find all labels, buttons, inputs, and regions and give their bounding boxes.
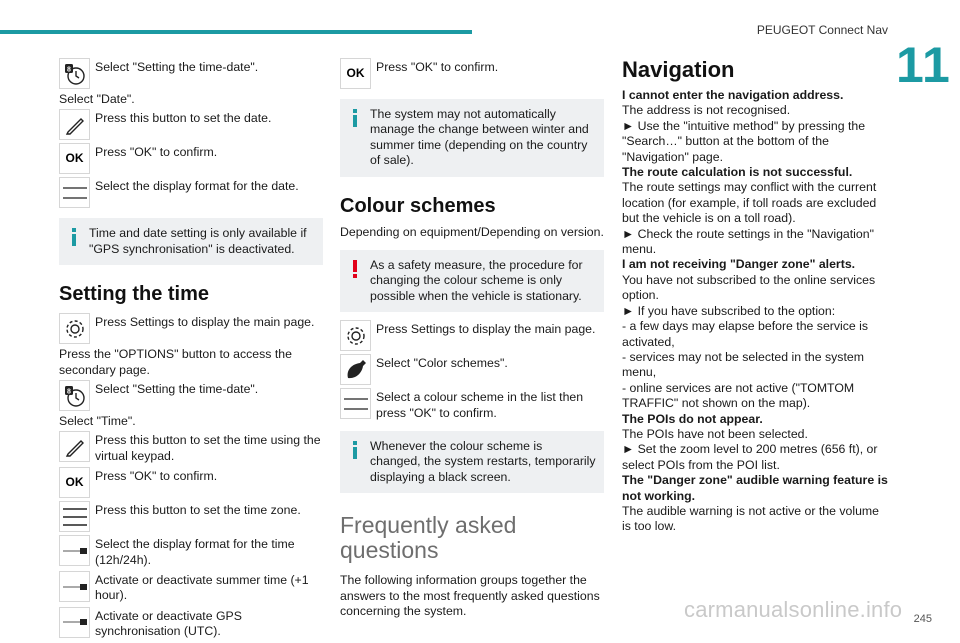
toggle-icon [59,571,90,602]
step-text: Press this button to set the date. [95,111,272,126]
step-text: Select a colour scheme in the list then press "OK" to confirm. [376,390,584,420]
note-text: Time and date setting is only available if "GPS synchronisation" is deactivated. [89,226,307,256]
svg-text:8: 8 [66,66,71,73]
section-heading: Setting the time [59,283,210,306]
instruction-text: Press the "OPTIONS" button to access the secondary page. [59,347,292,377]
pencil-icon [59,431,90,462]
step-text: Press this button to set the time using the virtual keypad. [95,433,321,463]
step-row [59,143,323,174]
step-text: Press "OK" to confirm. [95,145,218,160]
step-text: Press "OK" to confirm. [376,60,499,74]
info-note [340,431,604,493]
step-text: Activate or deactivate summer time (+1 hour). [95,573,309,603]
faq-answer: - a few days may elapse before the service is activated, [622,319,869,349]
list-icon [59,501,90,532]
faq-question: I am not receiving "Danger zone" alerts. [622,257,856,272]
gear-icon [59,313,90,344]
page-header: PEUGEOT Connect Nav [756,23,888,37]
info-icon [71,228,77,246]
section-heading: Navigation [622,57,735,82]
faq-answer: ► Use the "intuitive method" by pressing the "Search…" button at the bottom of the "Navigation" page. [622,118,866,164]
step-text: Select the display format for the time (12h/24h). [95,537,295,567]
instruction-text: Depending on equipment/Depending on version. [340,224,604,239]
faq-answer: The POIs have not been selected. [622,426,808,441]
step-row [340,354,604,385]
note-text: Whenever the colour scheme is changed, the system restarts, temporarily displaying a black screen. [370,439,596,484]
step-text: Select the display format for the date. [95,179,299,194]
page-number: 245 [913,613,932,625]
note-text: The system may not automatically manage the change between winter and summer time (depending on the country of sale). [370,107,589,168]
info-note [340,99,604,177]
step-row [340,388,604,421]
step-row [59,431,323,464]
svg-text:8: 8 [66,388,71,396]
format-select-icon [340,388,371,419]
faq-question: The "Danger zone" audible warning feature is not working. [622,473,888,503]
ok-button-icon [59,467,90,498]
warning-text: As a safety measure, the procedure for changing the colour scheme is only possible when the vehicle is stationary. [370,258,583,303]
column-2 [340,58,604,622]
step-row [59,467,323,498]
step-row [59,501,323,532]
format-select-icon [59,177,90,208]
faq-question: The POIs do not appear. [622,411,763,426]
column-3 [622,58,888,535]
instruction-text: Select "Date". [59,92,135,106]
step-row [59,313,323,344]
faq-intro: The following information groups together the answers to the most frequently asked questions concerning the system. [340,573,600,619]
warning-note [340,250,604,312]
faq-answer: The audible warning is not active or the volume is too low. [622,503,880,534]
gear-icon [340,320,371,351]
faq-answer: ► Set the zoom level to 200 metres (656 ft), or select POIs from the POI list. [622,442,878,472]
step-text: Press Settings to display the main page. [95,315,315,330]
step-row [59,535,323,568]
step-row [59,607,323,640]
faq-question: I cannot enter the navigation address. [622,88,844,102]
instruction-text: Select "Time". [59,414,136,429]
info-note [59,218,323,265]
watermark: carmanualsonline.info [684,597,903,622]
warning-icon [352,260,358,278]
step-text: Press "OK" to confirm. [95,469,218,484]
ok-button-icon [340,58,371,89]
step-row [59,177,323,208]
info-icon [352,109,358,127]
faq-answer: ► Check the route settings in the "Navigation" menu. [622,226,874,257]
faq-heading: Frequently asked questions [340,512,517,564]
faq-question: The route calculation is not successful. [622,165,853,180]
faq-answer: - services may not be selected in the system menu, [622,349,864,380]
toggle-icon [59,535,90,566]
column-1 [59,58,323,643]
step-text: Select "Setting the time-date". [95,382,259,397]
step-row [59,571,323,604]
faq-answer: ► If you have subscribed to the option: [622,303,836,318]
settings-clock-icon [59,58,90,89]
ok-label: OK [65,151,84,166]
step-text: Select "Color schemes". [376,356,508,371]
step-row [59,109,323,140]
toggle-icon [59,607,90,638]
faq-answer: - online services are not active ("TOMTOM TRAFFIC" not shown on the map). [622,380,855,411]
settings-clock-icon [59,380,90,411]
faq-answer: The address is not recognised. [622,103,791,118]
section-heading: Colour schemes [340,194,496,217]
chapter-number: 11 [896,37,951,93]
chapter-color-bar [0,30,472,34]
step-row [340,58,604,89]
palette-icon [340,354,371,385]
step-text: Activate or deactivate GPS synchronisation (UTC). [95,608,242,639]
ok-label: OK [346,65,365,80]
faq-answer: You have not subscribed to the online services option. [622,272,876,303]
step-row [59,58,323,89]
step-row [340,320,604,351]
step-text: Select "Setting the time-date". [95,60,259,74]
info-icon [352,441,358,459]
ok-button-icon [59,143,90,174]
step-row [59,380,323,411]
faq-answer: The route settings may conflict with the current location (for example, if toll roads are excluded but the vehicle is on a toll road). [622,180,877,226]
step-text: Press this button to set the time zone. [95,503,301,518]
step-text: Press Settings to display the main page. [376,322,596,337]
pencil-icon [59,109,90,140]
ok-label: OK [65,475,84,490]
